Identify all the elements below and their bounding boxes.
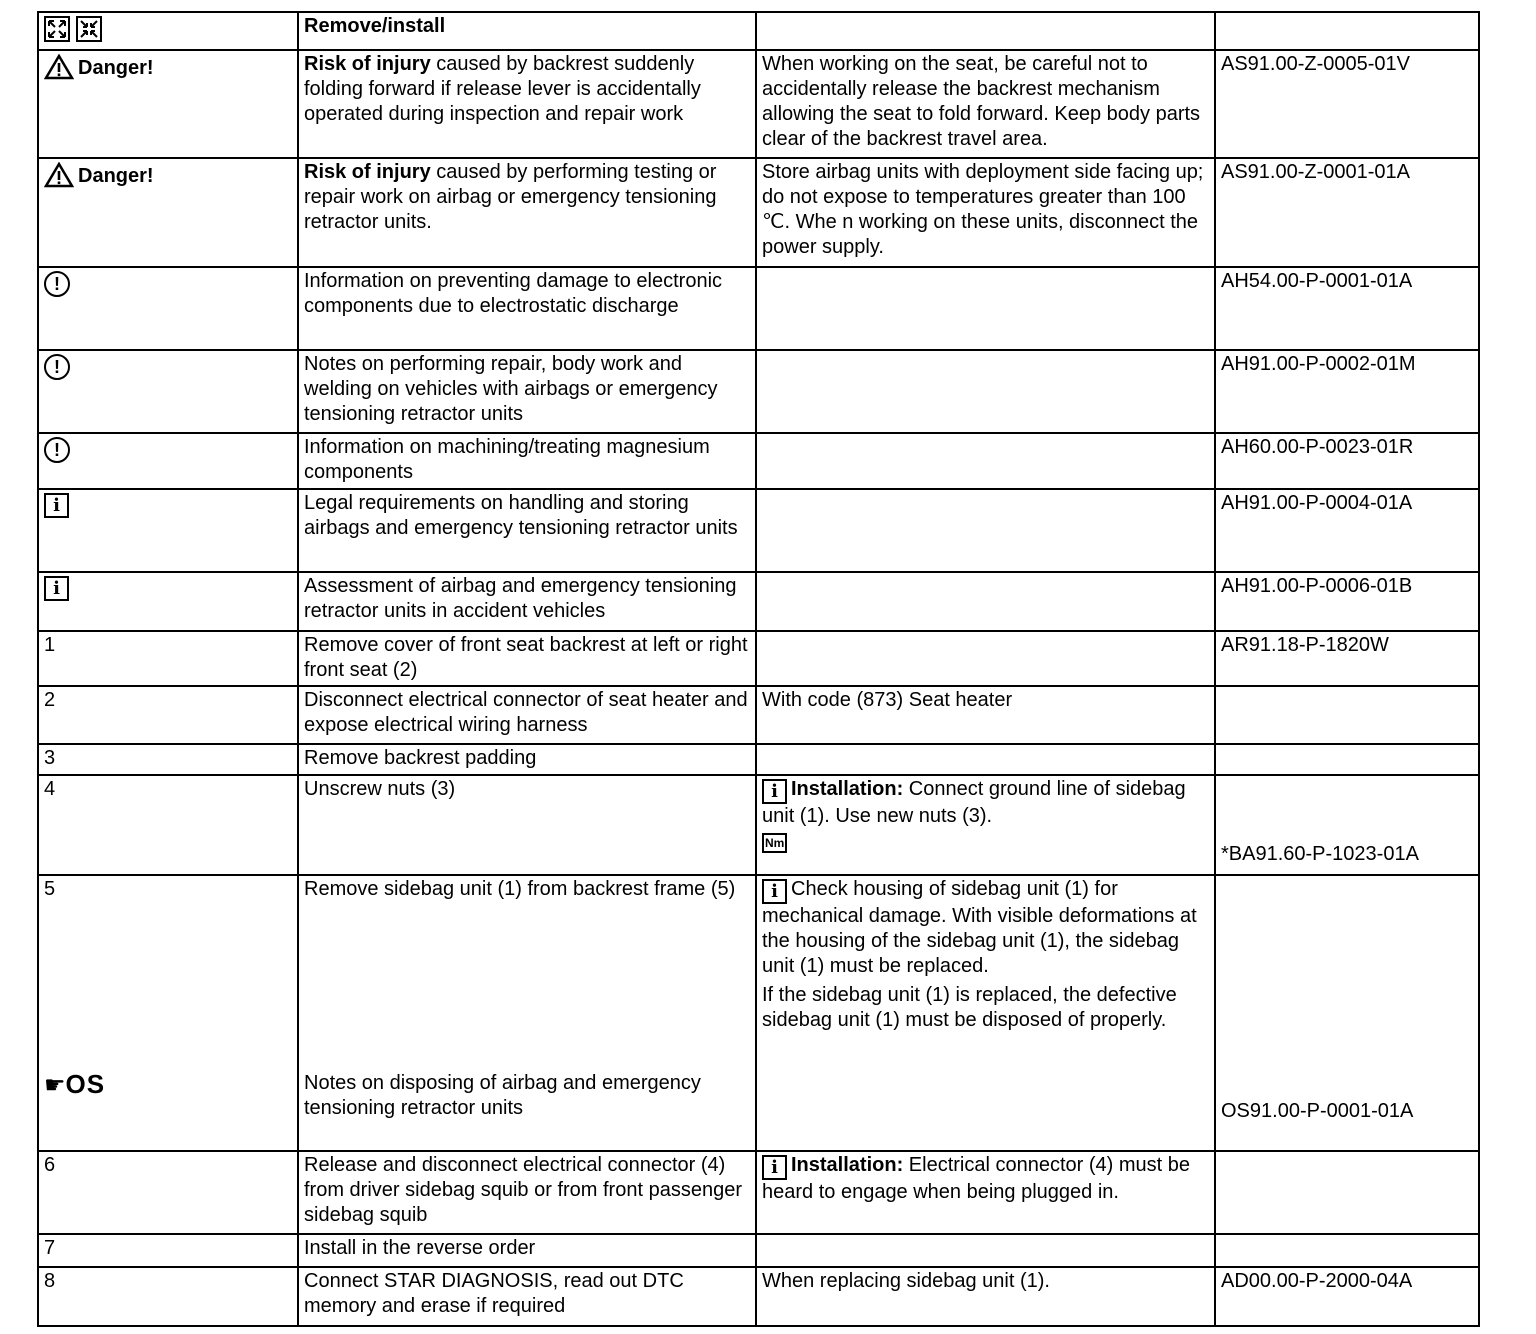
collapse-icon[interactable]: [76, 16, 102, 42]
procedure-table: [37, 11, 1480, 1327]
doc-reference-link[interactable]: OS91.00-P-0001-01A: [1221, 1100, 1414, 1122]
doc-reference-link[interactable]: AH91.00-P-0002-01M: [1215, 350, 1479, 433]
step-row: [38, 686, 1479, 744]
hazard-title: Risk of injury: [304, 53, 431, 75]
step-note-2: If the sidebag unit (1) is replaced, the defective sidebag unit (1) must be disposed of properly.: [762, 984, 1177, 1031]
esd-icon: !: [44, 354, 70, 380]
esd-icon: !: [44, 437, 70, 463]
torque-icon: Nm: [762, 833, 787, 853]
step-text: Remove backrest padding: [298, 744, 756, 775]
table-header-row: [38, 12, 1479, 50]
doc-reference-link[interactable]: AH91.00-P-0004-01A: [1215, 489, 1479, 572]
hazard-text: caused by backrest suddenly folding forward if release lever is accidentally operated during inspection and repair work: [304, 53, 701, 125]
step-row: [38, 744, 1479, 775]
note-text: Assessment of airbag and emergency tensioning retractor units in accident vehicles: [298, 572, 756, 631]
step-number: 7: [38, 1234, 298, 1267]
note-row: [38, 489, 1479, 572]
hazard-note: Store airbag units with deployment side facing up; do not expose to temperatures greater than 100 ℃. Whe n working on these units, disconnect the power supply.: [756, 158, 1215, 267]
doc-reference-link[interactable]: AS91.00-Z-0001-01A: [1215, 158, 1479, 267]
step-note: Connect ground line of sidebag unit (1). Use new nuts (3).: [762, 778, 1186, 827]
doc-reference-link[interactable]: AS91.00-Z-0005-01V: [1215, 50, 1479, 158]
step-text: Release and disconnect electrical connector (4) from driver sidebag squib or from front passenger sidebag squib: [298, 1151, 756, 1234]
os-label: OS: [65, 1069, 106, 1099]
step-note: Electrical connector (4) must be heard to engage when being plugged in.: [762, 1154, 1191, 1203]
step-row: [38, 1151, 1479, 1234]
info-icon: i: [44, 576, 69, 601]
doc-reference-link[interactable]: AD00.00-P-2000-04A: [1215, 1267, 1479, 1326]
step-number: 4: [38, 775, 298, 875]
step-row: [38, 875, 1479, 1151]
header-title: Remove/install: [298, 12, 756, 50]
installation-label: Installation:: [791, 778, 904, 800]
info-icon: i: [44, 493, 69, 518]
disposal-note-text: Notes on disposing of airbag and emergency tensioning retractor units: [304, 1072, 701, 1119]
danger-label: Danger!: [78, 165, 154, 187]
step-text: Disconnect electrical connector of seat heater and expose electrical wiring harness: [298, 686, 756, 744]
step-text: Unscrew nuts (3): [298, 775, 756, 875]
step-row: [38, 775, 1479, 875]
warning-triangle-icon: [44, 54, 74, 87]
step-text: Remove sidebag unit (1) from backrest frame (5): [304, 878, 736, 900]
hazard-text: caused by performing testing or repair work on airbag or emergency tensioning retractor units.: [304, 161, 717, 233]
note-text: Information on preventing damage to electronic components due to electrostatic discharge: [298, 267, 756, 350]
hazard-title: Risk of injury: [304, 161, 431, 183]
warning-triangle-icon: [44, 162, 74, 195]
note-row: [38, 350, 1479, 433]
pointing-hand-icon: ☛: [44, 1072, 66, 1099]
disposal-note-icon: [44, 1069, 292, 1100]
doc-reference-link[interactable]: AH91.00-P-0006-01B: [1215, 572, 1479, 631]
note-text: Notes on performing repair, body work and welding on vehicles with airbags or emergency tensioning retractor units: [298, 350, 756, 433]
step-number: 3: [38, 744, 298, 775]
installation-label: Installation:: [791, 1154, 904, 1176]
doc-reference-link[interactable]: AH54.00-P-0001-01A: [1215, 267, 1479, 350]
hazard-note: When working on the seat, be careful not to accidentally release the backrest mechanism allowing the seat to fold forward. Keep body parts clear of the backrest travel area.: [756, 50, 1215, 158]
step-number: 2: [38, 686, 298, 744]
danger-row: [38, 158, 1479, 267]
note-row: [38, 267, 1479, 350]
note-text: Information on machining/treating magnesium components: [298, 433, 756, 489]
step-note: With code (873) Seat heater: [756, 686, 1215, 744]
step-number: 1: [38, 631, 298, 686]
step-note: When replacing sidebag unit (1).: [756, 1267, 1215, 1326]
step-number: 5: [44, 878, 56, 900]
step-row: [38, 1267, 1479, 1326]
info-icon: i: [762, 779, 787, 804]
header-icons-cell: [38, 12, 298, 50]
esd-icon: !: [44, 271, 70, 297]
step-number: 8: [38, 1267, 298, 1326]
expand-icon[interactable]: [44, 16, 70, 42]
note-row: [38, 572, 1479, 631]
step-number: 6: [38, 1151, 298, 1234]
step-text: Remove cover of front seat backrest at left or right front seat (2): [298, 631, 756, 686]
doc-reference-link[interactable]: AR91.18-P-1820W: [1215, 631, 1479, 686]
step-row: [38, 631, 1479, 686]
step-text: Install in the reverse order: [298, 1234, 756, 1267]
info-icon: i: [762, 879, 787, 904]
danger-row: [38, 50, 1479, 158]
note-text: Legal requirements on handling and storing airbags and emergency tensioning retractor units: [298, 489, 756, 572]
step-text: Connect STAR DIAGNOSIS, read out DTC memory and erase if required: [298, 1267, 756, 1326]
danger-label: Danger!: [78, 57, 154, 79]
info-icon: i: [762, 1155, 787, 1180]
step-row: [38, 1234, 1479, 1267]
note-row: [38, 433, 1479, 489]
doc-reference-link[interactable]: *BA91.60-P-1023-01A: [1221, 843, 1419, 865]
step-note: Check housing of sidebag unit (1) for mechanical damage. With visible deformations at the housing of the sidebag unit (1), the sidebag unit (1) must be replaced.: [762, 878, 1197, 977]
doc-reference-link[interactable]: AH60.00-P-0023-01R: [1215, 433, 1479, 489]
